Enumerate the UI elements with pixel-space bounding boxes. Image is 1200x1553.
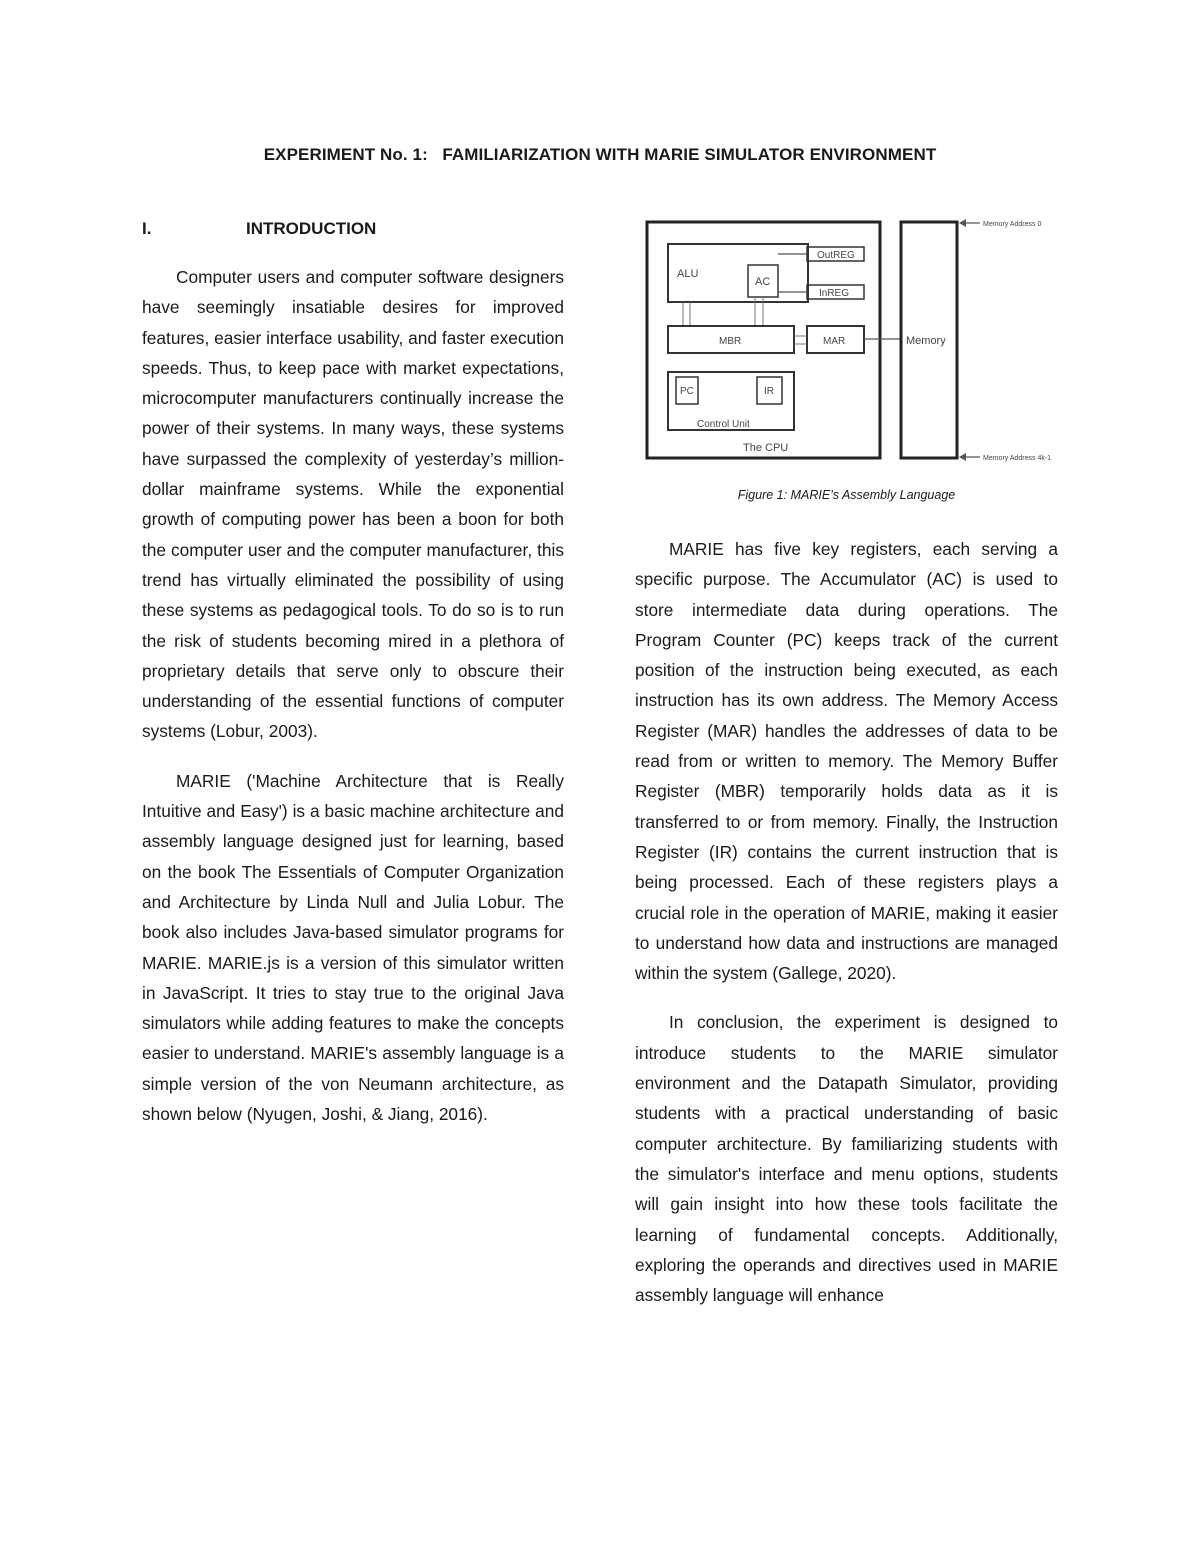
control-unit-label: Control Unit (697, 419, 750, 430)
cpu-label: The CPU (743, 442, 789, 454)
right-column (635, 214, 1058, 1329)
ir-label: IR (764, 386, 774, 397)
mem-addr-top-label: Memory Address 0 (983, 221, 1042, 228)
inreg-label: InREG (819, 288, 850, 299)
architecture-svg (635, 214, 1058, 482)
conclusion-paragraph: In conclusion, the experiment is designed to introduce students to the MARIE simulator environment and the Datapath Simulator, providing students with a practical understanding of basic computer architecture. By familiarizing students with the simulator's interface and menu options, students will gain insight into how these tools facilitate the learning of fundamental concepts. Additionally, exploring the operands and directives used in MARIE assembly language will enhance (635, 1012, 1058, 1306)
intro-paragraph: Computer users and computer software designers have seemingly insatiable desires for improved features, easier interface usability, and faster execution speeds. Thus, to keep pace with market expectations, microcomputer manufacturers continually increase the power of their systems. In many ways, these systems have surpassed the complexity of yesterday’s million-dollar mainframe systems. While the exponential growth of computing power has been a boon for both the computer user and the computer manufacturer, this trend has virtually eliminated the possibility of using these systems as pedagogical tools. To do so is to run the risk of students becoming mired in a plethora of proprietary details that serve only to obscure their understanding of the essential functions of computer systems (Lobur, 2003). (142, 267, 564, 742)
marie-paragraph: MARIE ('Machine Architecture that is Really Intuitive and Easy') is a basic machine architecture and assembly language designed just for learning, based on the book The Essentials of Computer Organization and Architecture by Linda Null and Julia Lobur. The book also includes Java-based simulator programs for MARIE. MARIE.js is a version of this simulator written in JavaScript. It tries to stay true to the original Java simulators while adding features to make the concepts easier to understand. MARIE's assembly language is a simple version of the von Neumann architecture, as shown below (Nyugen, Joshi, & Jiang, 2016). (142, 770, 564, 1125)
arrow-head-icon (959, 453, 966, 461)
section-heading (142, 214, 564, 244)
arrow-head-icon (959, 219, 966, 227)
page-title: EXPERIMENT No. 1: FAMILIARIZATION WITH MARIE SIMULATOR ENVIRONMENT (263, 145, 937, 164)
mem-addr-bottom-label: Memory Address 4k-1 (983, 455, 1052, 462)
figure-caption: Figure 1: MARIE’s Assembly Language (737, 488, 956, 502)
marie-architecture-diagram (635, 214, 1058, 482)
mar-label: MAR (823, 336, 846, 347)
outreg-label: OutREG (817, 250, 855, 261)
section-number: I. (142, 219, 152, 238)
pc-label: PC (680, 386, 694, 397)
section-title: INTRODUCTION (246, 219, 377, 238)
mbr-label: MBR (719, 336, 742, 347)
memory-label: Memory (906, 335, 946, 347)
ac-label: AC (755, 276, 771, 288)
alu-label: ALU (677, 268, 699, 280)
registers-paragraph: MARIE has five key registers, each serving a specific purpose. The Accumulator (AC) is used to store intermediate data during operations. The Program Counter (PC) keeps track of the current position of the instruction being executed, as each instruction has its own address. The Memory Access Register (MAR) handles the addresses of data to be read from or written to memory. The Memory Buffer Register (MBR) temporarily holds data as it is transferred to or from memory. Finally, the Instruction Register (IR) contains the current instruction that is being processed. Each of these registers plays a crucial role in the operation of MARIE, making it easier to understand how data and instructions are managed within the system (Gallege, 2020). (635, 539, 1058, 984)
left-column (142, 214, 564, 1148)
